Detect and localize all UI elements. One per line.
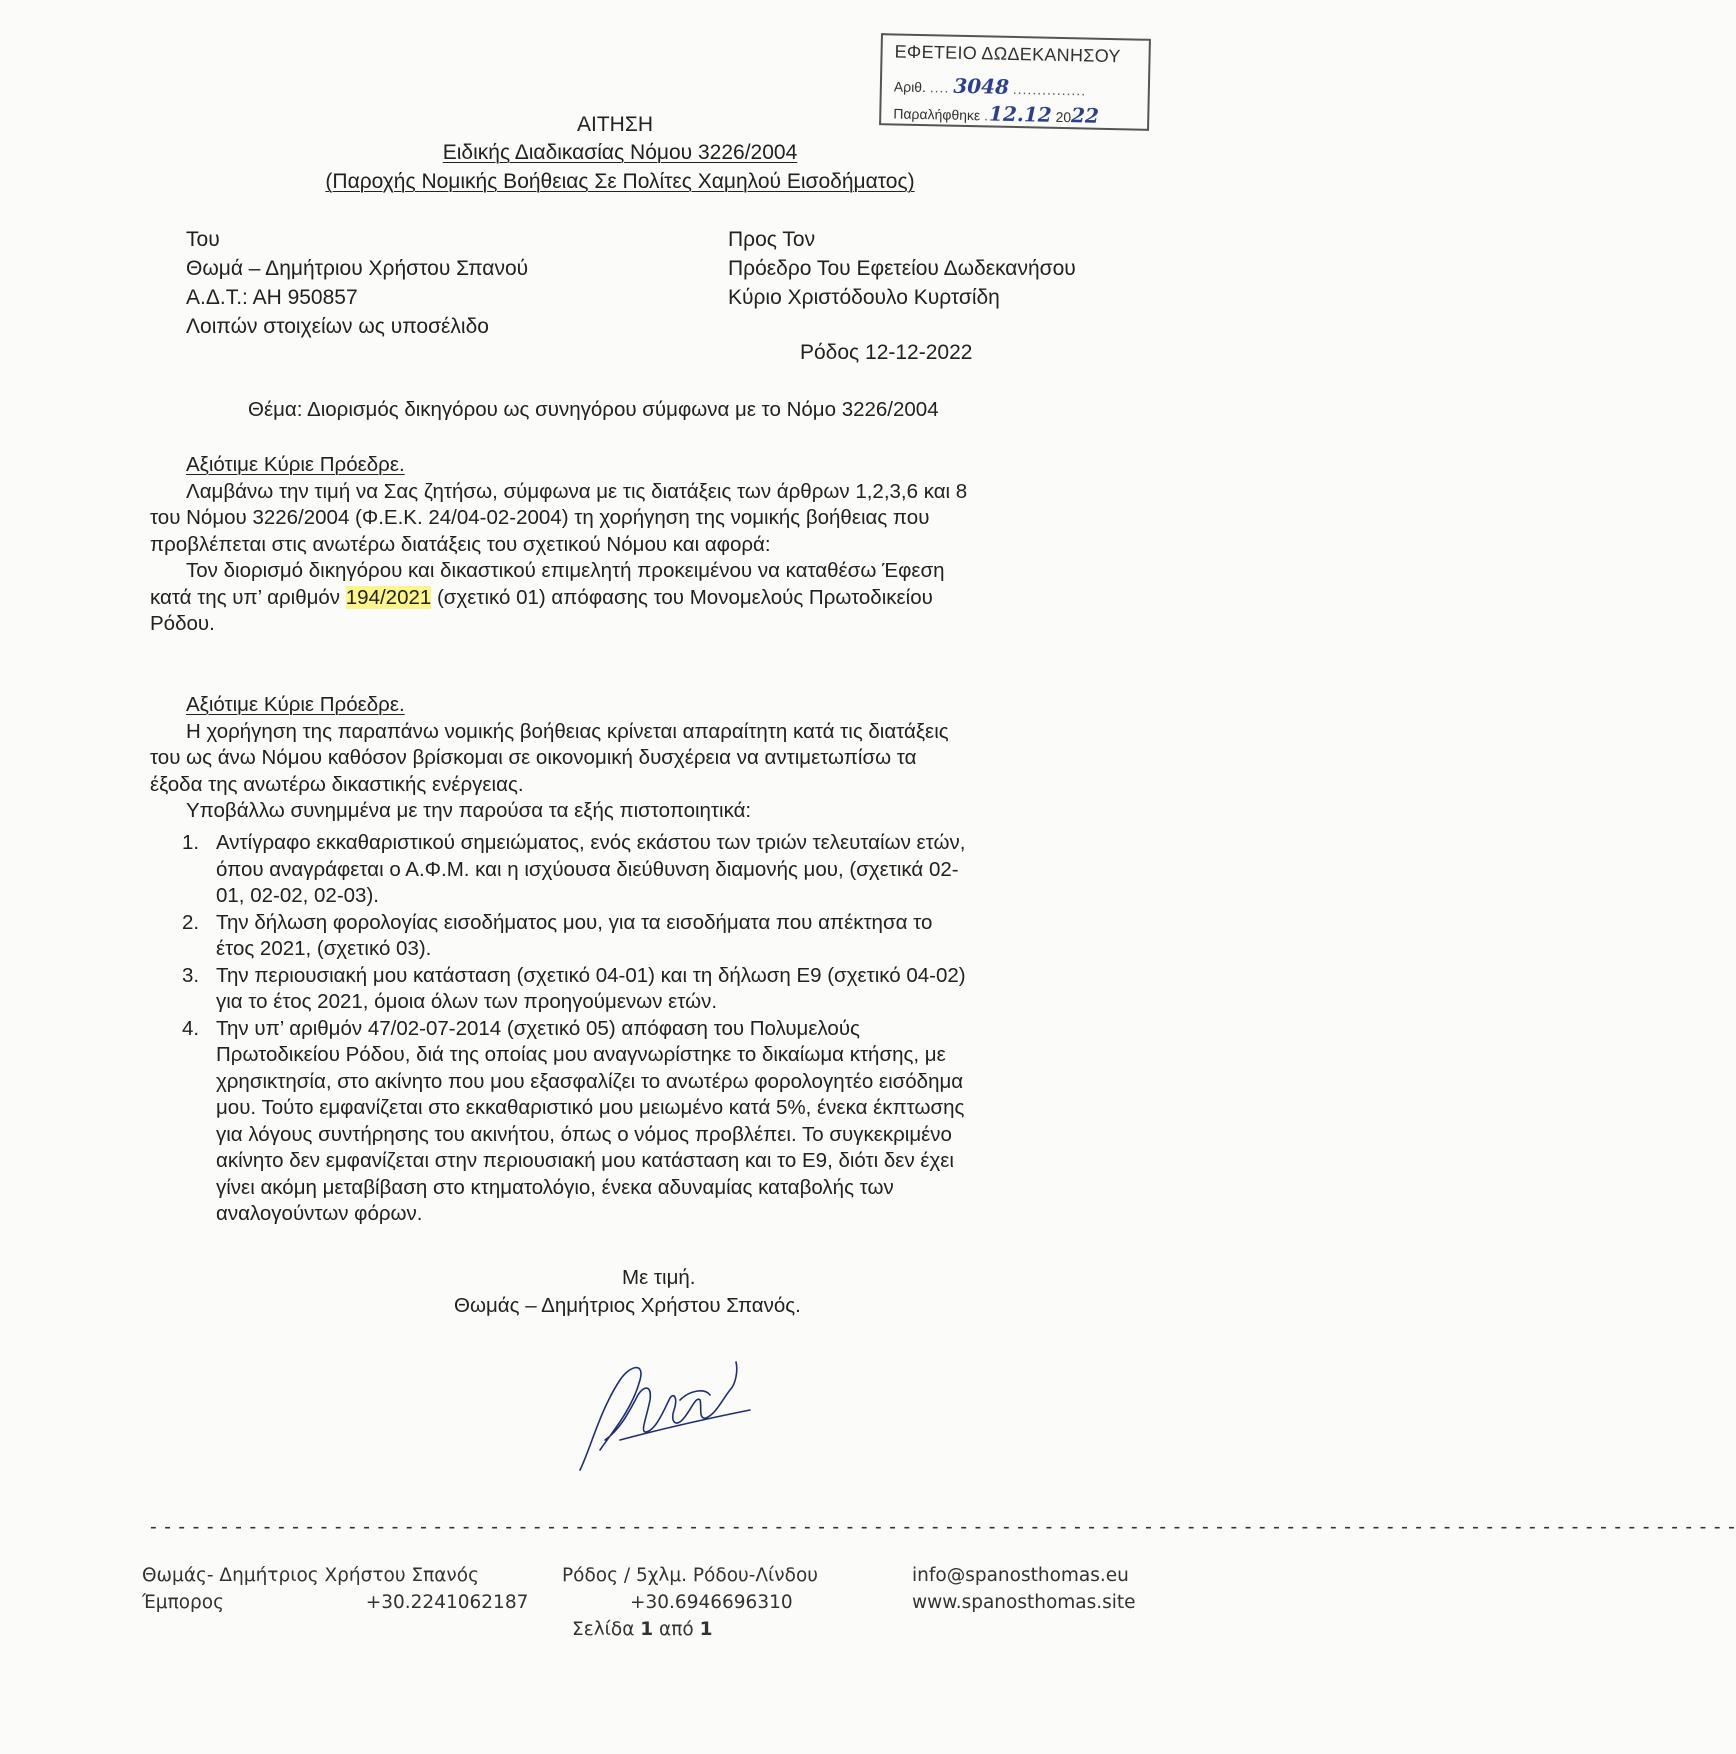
salutation: Αξιότιμε Κύριε Πρόεδρε.	[186, 453, 405, 476]
footer-divider: - - - - - - - - - - - - - - - - - - - - - - - - - - - - - - - - - - - - - - - - - - - - - - - - - - - - - - - - - - - - - - - - - - - - - - - - - - - - - - - - - - - - - - - - - - - - - - - - - - - - - - - - - - - - - - - -	[150, 1516, 1736, 1538]
footer-address: Ρόδος / 5χλμ. Ρόδου-Λίνδου	[562, 1565, 818, 1586]
body-line: προβλέπεται στις ανωτέρω διατάξεις του σχετικού Νόμου και αφορά:	[150, 532, 771, 556]
list-number: 4.	[182, 1016, 200, 1040]
body-line: Τον διορισμό δικηγόρου και δικαστικού επιμελητή προκειμένου να καταθέσω Έφεση	[186, 559, 945, 582]
recipient-title: Πρόεδρο Του Εφετείου Δωδεκανήσου	[728, 257, 1076, 280]
body-text: κατά της υπ’ αριθμόν	[150, 585, 346, 609]
page-label: Σελίδα	[572, 1619, 641, 1640]
list-item	[182, 910, 966, 963]
attachments-list	[182, 830, 966, 1228]
footer-right	[912, 1562, 1136, 1616]
body-line: Ρόδου.	[150, 612, 215, 635]
closing-name: Θωμάς – Δημήτριος Χρήστου Σπανός.	[454, 1294, 801, 1317]
handwritten-signature	[560, 1340, 780, 1480]
sender-line: Του	[186, 228, 220, 251]
sender-note: Λοιπών στοιχείων ως υποσέλιδο	[186, 315, 489, 338]
stamp-year-hand: 22	[1070, 103, 1100, 128]
list-line: για το έτος 2021, όμοια όλων των προηγούμενων ετών.	[216, 990, 718, 1013]
stamp-number-label: Αριθ.	[893, 78, 927, 96]
list-line: Την υπ’ αριθμόν 47/02-07-2014 (σχετικό 05) απόφαση του Πολυμελούς	[216, 1016, 860, 1040]
list-item	[182, 1016, 966, 1228]
document-subtitle-1: Ειδικής Διαδικασίας Νόμου 3226/2004	[442, 141, 798, 164]
body-line: του ως άνω Νόμου καθόσον βρίσκομαι σε οικονομική δυσχέρεια να αντιμετωπίσω τα	[150, 746, 917, 769]
title-text: ΑΙΤΗΣΗ	[577, 113, 653, 136]
stamp-dots: ....	[929, 79, 950, 96]
footer-role-phone	[142, 1589, 528, 1616]
list-line: Πρωτοδικείου Ρόδου, διά της οποίας μου αναγνωρίστηκε το δικαίωμα κτήσης, με	[216, 1043, 946, 1066]
highlighted-case-number: 194/2021	[345, 585, 432, 609]
body-paragraph-1	[150, 452, 967, 638]
list-line: ακίνητο δεν εμφανίζεται στην περιουσιακή μου κατάσταση και το Ε9, διότι δεν έχει	[216, 1149, 954, 1172]
list-line: μου. Τούτο εμφανίζεται στο εκκαθαριστικό μου μειωμένο κατά 5%, ένεκα έκπτωσης	[216, 1096, 965, 1119]
page-label-mid: από	[653, 1619, 700, 1640]
page-number	[562, 1616, 818, 1643]
sender-name: Θωμά – Δημήτριου Χρήστου Σπανού	[186, 257, 529, 280]
list-line: Την περιουσιακή μου κατάσταση (σχετικό 04-01) και τη δήλωση Ε9 (σχετικό 04-02)	[216, 963, 966, 987]
document-subtitle-2: (Παροχής Νομικής Βοήθειας Σε Πολίτες Χαμηλού Εισοδήματος)	[325, 170, 915, 193]
recipient-name: Κύριο Χριστόδουλο Κυρτσίδη	[728, 286, 1000, 309]
list-line: 01, 02-02, 02-03).	[216, 884, 379, 907]
footer-website: www.spanosthomas.site	[912, 1592, 1136, 1613]
place-date: Ρόδος 12-12-2022	[800, 341, 973, 364]
page-total: 1	[699, 1619, 713, 1640]
body-paragraph-2	[150, 692, 949, 825]
list-line: Αντίγραφο εκκαθαριστικού σημειώματος, ενός εκάστου των τριών τελευταίων ετών,	[216, 831, 966, 854]
footer-name: Θωμάς- Δημήτριος Χρήστου Σπανός	[142, 1565, 479, 1586]
body-line: Λαμβάνω την τιμή να Σας ζητήσω, σύμφωνα με τις διατάξεις των άρθρων 1,2,3,6 και 8	[186, 479, 968, 503]
list-line: Την δήλωση φορολογίας εισοδήματος μου, για τα εισοδήματα που απέκτησα το	[216, 910, 933, 934]
list-line: για λόγους συντήρησης του ακινήτου, όπως ο νόμος προβλέπει. Το συγκεκριμένο	[216, 1122, 952, 1146]
body-line: Υποβάλλω συνημμένα με την παρούσα τα εξής πιστοποιητικά:	[186, 799, 752, 822]
list-line: χρησικτησία, στο ακίνητο που μου εξασφαλίζει το ανωτέρω φορολογητέο εισόδημα	[216, 1069, 964, 1093]
list-number: 1.	[182, 831, 200, 854]
list-number: 3.	[182, 963, 200, 987]
footer-left	[142, 1562, 528, 1616]
page-current: 1	[640, 1619, 654, 1640]
footer-middle	[562, 1562, 818, 1643]
salutation: Αξιότιμε Κύριε Πρόεδρε.	[186, 693, 405, 716]
subject-line: Θέμα: Διορισμός δικηγόρου ως συνηγόρου σύμφωνα με το Νόμο 3226/2004	[248, 398, 939, 421]
body-line: του Νόμου 3226/2004 (Φ.Ε.Κ. 24/04-02-2004) τη χορήγηση της νομικής βοήθειας που	[150, 506, 930, 529]
stamp-number-row	[894, 72, 1087, 100]
list-line: γίνει ακόμη μεταβίβαση στο κτηματολόγιο, ένεκα αδυναμίας καταβολής των	[216, 1175, 894, 1199]
footer-email: info@spanosthomas.eu	[912, 1565, 1129, 1586]
stamp-received-label: Παραλήφθηκε	[893, 105, 981, 124]
body-line: έξοδα της ανωτέρω δικαστικής ενέργειας.	[150, 772, 524, 796]
sender-id: Α.Δ.Τ.: ΑΗ 950857	[186, 286, 358, 309]
list-number: 2.	[182, 910, 200, 934]
stamp-number-value: 3048	[953, 73, 1010, 99]
footer-phone: +30.2241062187	[365, 1592, 529, 1613]
footer-mobile: +30.6946696310	[630, 1592, 793, 1613]
stamp-received-date: 12.12	[988, 101, 1052, 127]
closing-regards: Με τιμή.	[622, 1266, 696, 1289]
sender-block	[186, 225, 528, 341]
stamp-year-prefix: 20	[1055, 108, 1072, 126]
recipient-line: Προς Τον	[728, 228, 816, 251]
list-item	[182, 830, 966, 910]
stamp-dots: ...............	[1012, 80, 1087, 99]
list-line: αναλογούντων φόρων.	[216, 1202, 423, 1225]
footer-role: Έμπορος	[142, 1592, 224, 1613]
list-item	[182, 963, 966, 1016]
list-line: όπου αναγράφεται ο Α.Φ.Μ. και η ισχύουσα διεύθυνση διαμονής μου, (σχετικά 02-	[216, 857, 959, 881]
recipient-block	[728, 225, 1076, 312]
stamp-title: ΕΦΕΤΕΙΟ ΔΩΔΕΚΑΝΗΣΟΥ	[894, 41, 1121, 67]
body-text: (σχετικό 01) απόφασης του Μονομελούς Πρωτοδικείου	[431, 585, 933, 609]
document-title	[0, 108, 1240, 138]
body-line	[150, 585, 967, 612]
body-line: Η χορήγηση της παραπάνω νομικής βοήθειας κρίνεται απαραίτητη κατά τις διατάξεις	[186, 719, 949, 743]
list-line: έτος 2021, (σχετικό 03).	[216, 937, 432, 960]
stamp-dots: .	[983, 107, 990, 124]
